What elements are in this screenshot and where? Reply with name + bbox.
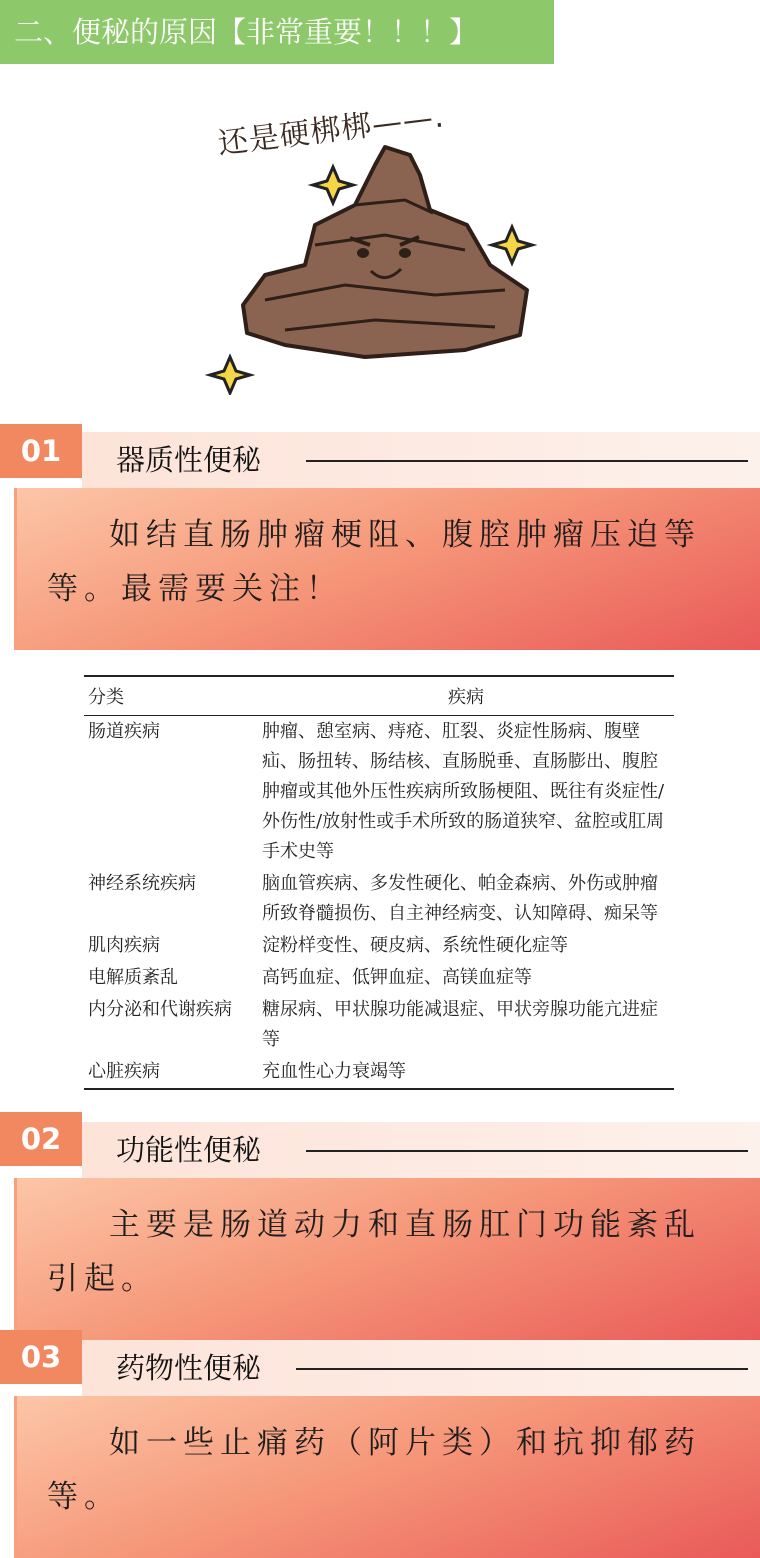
title-bar [82, 432, 760, 488]
title-divider [296, 1368, 748, 1370]
section-number: 03 [20, 1340, 62, 1374]
table-cell-diseases: 肿瘤、憩室病、痔疮、肛裂、炎症性肠病、腹壁疝、肠扭转、肠结核、直肠脱垂、直肠膨出、腹腔肿瘤或其他外压性疾病所致肠梗阻、既往有炎症性/外伤性/放射性或手术所致的肠道狭窄、盆腔或肛周手术史等 [262, 721, 665, 862]
table-cell-category: 心脏疾病 [84, 1056, 258, 1089]
section-title: 器质性便秘 [116, 443, 262, 477]
table-header-disease: 疾病 [258, 676, 674, 716]
section-body: 如一些止痛药（阿片类）和抗抑郁药等。 [14, 1396, 760, 1558]
number-tab [0, 1112, 82, 1166]
table-cell-diseases: 糖尿病、甲状腺功能减退症、甲状旁腺功能亢进症等 [262, 999, 658, 1050]
table-row [84, 1056, 674, 1089]
section-banner: 二、便秘的原因【非常重要！！！】 [0, 0, 554, 64]
table-row [84, 868, 674, 930]
poop-illustration [205, 95, 555, 395]
table-cell-category: 肌肉疾病 [88, 935, 160, 956]
table-row [84, 930, 674, 962]
title-divider [306, 460, 748, 462]
table-row [84, 962, 674, 994]
title-divider [306, 1150, 748, 1152]
disease-table [84, 675, 674, 1090]
section-title: 药物性便秘 [116, 1351, 262, 1385]
table-cell-category: 电解质紊乱 [88, 967, 178, 988]
table-cell-category: 神经系统疾病 [88, 873, 196, 894]
title-bar [82, 1340, 760, 1396]
title-bar [82, 1122, 760, 1178]
table-cell-diseases: 淀粉样变性、硬皮病、系统性硬化症等 [262, 935, 568, 956]
section-body: 主要是肠道动力和直肠肛门功能紊乱引起。 [14, 1178, 760, 1340]
number-tab [0, 1330, 82, 1384]
table-cell-diseases: 充血性心力衰竭等 [258, 1056, 674, 1089]
table-cell-category: 肠道疾病 [88, 721, 160, 742]
table-cell-category: 内分泌和代谢疾病 [88, 999, 232, 1020]
table-row [84, 994, 674, 1056]
section-body: 如结直肠肿瘤梗阻、腹腔肿瘤压迫等等。最需要关注！ [14, 488, 760, 650]
section-title: 功能性便秘 [116, 1133, 262, 1167]
illustration-caption: 还是硬梆梆——. [216, 99, 447, 162]
table-cell-diseases: 脑血管疾病、多发性硬化、帕金森病、外伤或肿瘤所致脊髓损伤、自主神经病变、认知障碍、痴呆等 [262, 873, 658, 924]
table-header-category: 分类 [84, 676, 258, 716]
table-row [84, 716, 674, 869]
table-cell-diseases: 高钙血症、低钾血症、高镁血症等 [262, 967, 532, 988]
section-number: 02 [20, 1122, 62, 1156]
number-tab [0, 424, 82, 478]
section-number: 01 [20, 434, 62, 468]
